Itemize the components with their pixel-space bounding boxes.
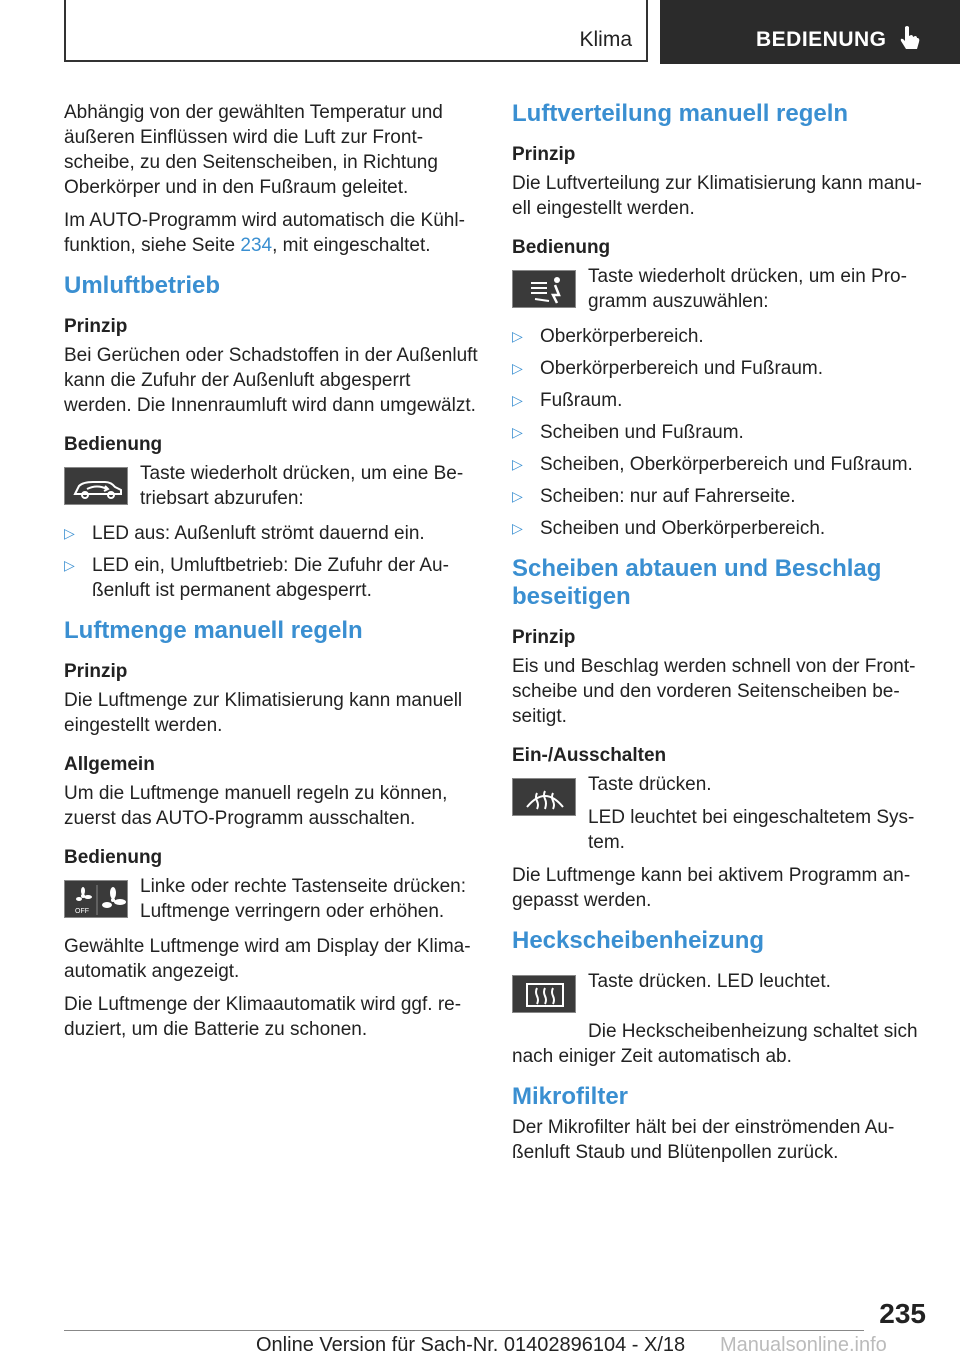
heading-umluftbetrieb: Umluftbetrieb: [64, 272, 220, 299]
list-item: [512, 516, 930, 541]
luftmenge-bedienung-text: Linke oder rechte Tastenseite drücken: Luftmenge verringern oder erhöhen.: [140, 876, 467, 922]
umluft-button-row: [64, 461, 482, 511]
triangle-bullet-icon: ▷: [512, 456, 523, 472]
triangle-bullet-icon: ▷: [512, 520, 523, 536]
subheading-bedienung: Bedienung: [64, 847, 163, 868]
recirculation-icon: [64, 467, 128, 505]
subheading-prinzip: Prinzip: [64, 661, 128, 682]
footer-divider: [64, 1330, 864, 1331]
list-item-text: Fußraum.: [540, 390, 623, 411]
subheading-bedienung: Bedienung: [512, 237, 611, 258]
right-column: [512, 100, 930, 1173]
heading-abtauen: Scheiben abtauen und Beschlag beseitigen: [512, 555, 882, 610]
online-version-text: Online Version für Sach-Nr. 01402896104 - X/18: [256, 1334, 686, 1356]
verteilung-list: [512, 324, 930, 541]
umluft-prinzip-text: Bei Gerüchen oder Schadstoffen in der Außenluft kann die Zufuhr der Außenluft abgesperrt werden. Die Innenraumluft wird dann umgewälzt.: [64, 345, 478, 416]
list-item: [512, 388, 930, 413]
intro-paragraph: Abhängig von der gewählten Temperatur und äußeren Einflüssen wird die Luft zur Frontscheibe, zu den Seitenscheiben, in Richtung Oberkörper und in den Fußraum geleitet.: [64, 102, 443, 198]
rear-window-heating-icon: [512, 975, 576, 1013]
verteilung-button-row: [512, 264, 930, 314]
list-item: [512, 484, 930, 509]
abtauen-led-text: LED leuchtet bei eingeschaltetem System.: [588, 807, 915, 853]
section-title: Klima: [579, 28, 632, 51]
left-column: [64, 100, 482, 1050]
luftmenge-prinzip-text: Die Luftmenge zur Klimatisierung kann manuell eingestellt werden.: [64, 690, 463, 736]
luftmenge-battery-text: Die Luftmenge der Klimaautomatik wird ggf. reduziert, um die Batterie zu schonen.: [64, 994, 462, 1040]
watermark-text: Manualsonline.info: [720, 1334, 887, 1356]
subheading-prinzip: Prinzip: [64, 316, 128, 337]
luftmenge-display-text: Gewählte Luftmenge wird am Display der Klimaautomatik angezeigt.: [64, 936, 471, 982]
fan-speed-icon: [64, 880, 128, 918]
triangle-bullet-icon: ▷: [512, 328, 523, 344]
intro-paragraph-auto: [64, 208, 482, 258]
heading-mikrofilter: Mikrofilter: [512, 1083, 629, 1110]
chapter-tab: [660, 0, 960, 64]
heckscheibe-button-row: [512, 969, 930, 1019]
umluft-list: [64, 521, 482, 603]
section-tab: [64, 0, 648, 62]
list-item-text: Scheiben: nur auf Fahrerseite.: [540, 486, 796, 507]
page-link[interactable]: 234: [240, 235, 273, 256]
triangle-bullet-icon: ▷: [512, 424, 523, 440]
verteilung-prinzip-text: Die Luftverteilung zur Klimatisierung kann manuell eingestellt werden.: [512, 173, 922, 219]
page-header: [0, 0, 960, 66]
heckscheibe-press-text: Taste drücken. LED leuchtet.: [588, 971, 831, 992]
mikrofilter-text: Der Mikrofilter hält bei der einströmenden Außenluft Staub und Blütenpollen zurück.: [512, 1117, 895, 1163]
triangle-bullet-icon: ▷: [64, 525, 75, 541]
verteilung-bedienung-text: Taste wiederholt drücken, um ein Programm auszuwählen:: [588, 266, 907, 312]
umluft-bedienung-text: Taste wiederholt drücken, um eine Betriebsart abzurufen:: [140, 463, 464, 509]
intro-text: Im AUTO-Programm wird automatisch die Kühlfunktion, siehe Seite: [64, 210, 465, 256]
list-item: [512, 356, 930, 381]
abtauen-button-row: [512, 772, 930, 855]
subheading-bedienung: Bedienung: [64, 434, 163, 455]
list-item: [64, 521, 482, 546]
luftmenge-allgemein-text: Um die Luftmenge manuell regeln zu können, zuerst das AUTO-Programm ausschalten.: [64, 783, 448, 829]
subheading-prinzip: Prinzip: [512, 627, 576, 648]
list-item-text: Scheiben, Oberkörperbereich und Fußraum.: [540, 454, 913, 475]
list-item-text: Scheiben und Oberkörperbereich.: [540, 518, 826, 539]
page-number: 235: [879, 1298, 926, 1329]
luftmenge-button-row: [64, 874, 482, 924]
triangle-bullet-icon: ▷: [512, 488, 523, 504]
list-item-text: Oberkörperbereich und Fußraum.: [540, 358, 824, 379]
list-item: [512, 324, 930, 349]
list-item-text: Scheiben und Fußraum.: [540, 422, 744, 443]
list-item-text: Oberkörperbereich.: [540, 326, 704, 347]
list-item-text: LED aus: Außenluft strömt dauernd ein.: [92, 523, 425, 544]
air-distribution-icon: [512, 270, 576, 308]
subheading-allgemein: Allgemein: [64, 754, 155, 775]
heading-heckscheibenheizung: Heckscheibenheizung: [512, 927, 765, 954]
list-item: [512, 420, 930, 445]
list-item: [64, 553, 482, 603]
triangle-bullet-icon: ▷: [512, 360, 523, 376]
chapter-title: BEDIENUNG: [756, 28, 887, 51]
abtauen-prinzip-text: Eis und Beschlag werden schnell von der Frontscheibe und den vorderen Seitenscheiben beseitigt.: [512, 656, 916, 727]
abtauen-luftmenge-text: Die Luftmenge kann bei aktivem Programm angepasst werden.: [512, 865, 911, 911]
list-item: [512, 452, 930, 477]
subheading-ein-ausschalten: Ein-/Ausschalten: [512, 745, 667, 766]
off-label: OFF: [75, 908, 89, 915]
abtauen-press-text: Taste drücken.: [588, 774, 712, 795]
triangle-bullet-icon: ▷: [64, 557, 75, 573]
hand-pointer-icon: [898, 25, 920, 51]
intro-text-end: , mit eingeschaltet.: [272, 235, 431, 256]
heading-luftverteilung: Luftverteilung manuell regeln: [512, 100, 849, 127]
subheading-prinzip: Prinzip: [512, 144, 576, 165]
triangle-bullet-icon: ▷: [512, 392, 523, 408]
heckscheibe-auto-off-text: Die Heckscheibenheizung schaltet sich nach einiger Zeit automatisch ab.: [512, 1021, 918, 1067]
heading-luftmenge: Luftmenge manuell regeln: [64, 617, 363, 644]
list-item-text: LED ein, Umluftbetrieb: Die Zufuhr der Außenluft ist permanent abgesperrt.: [92, 555, 449, 601]
windshield-defrost-icon: [512, 778, 576, 816]
